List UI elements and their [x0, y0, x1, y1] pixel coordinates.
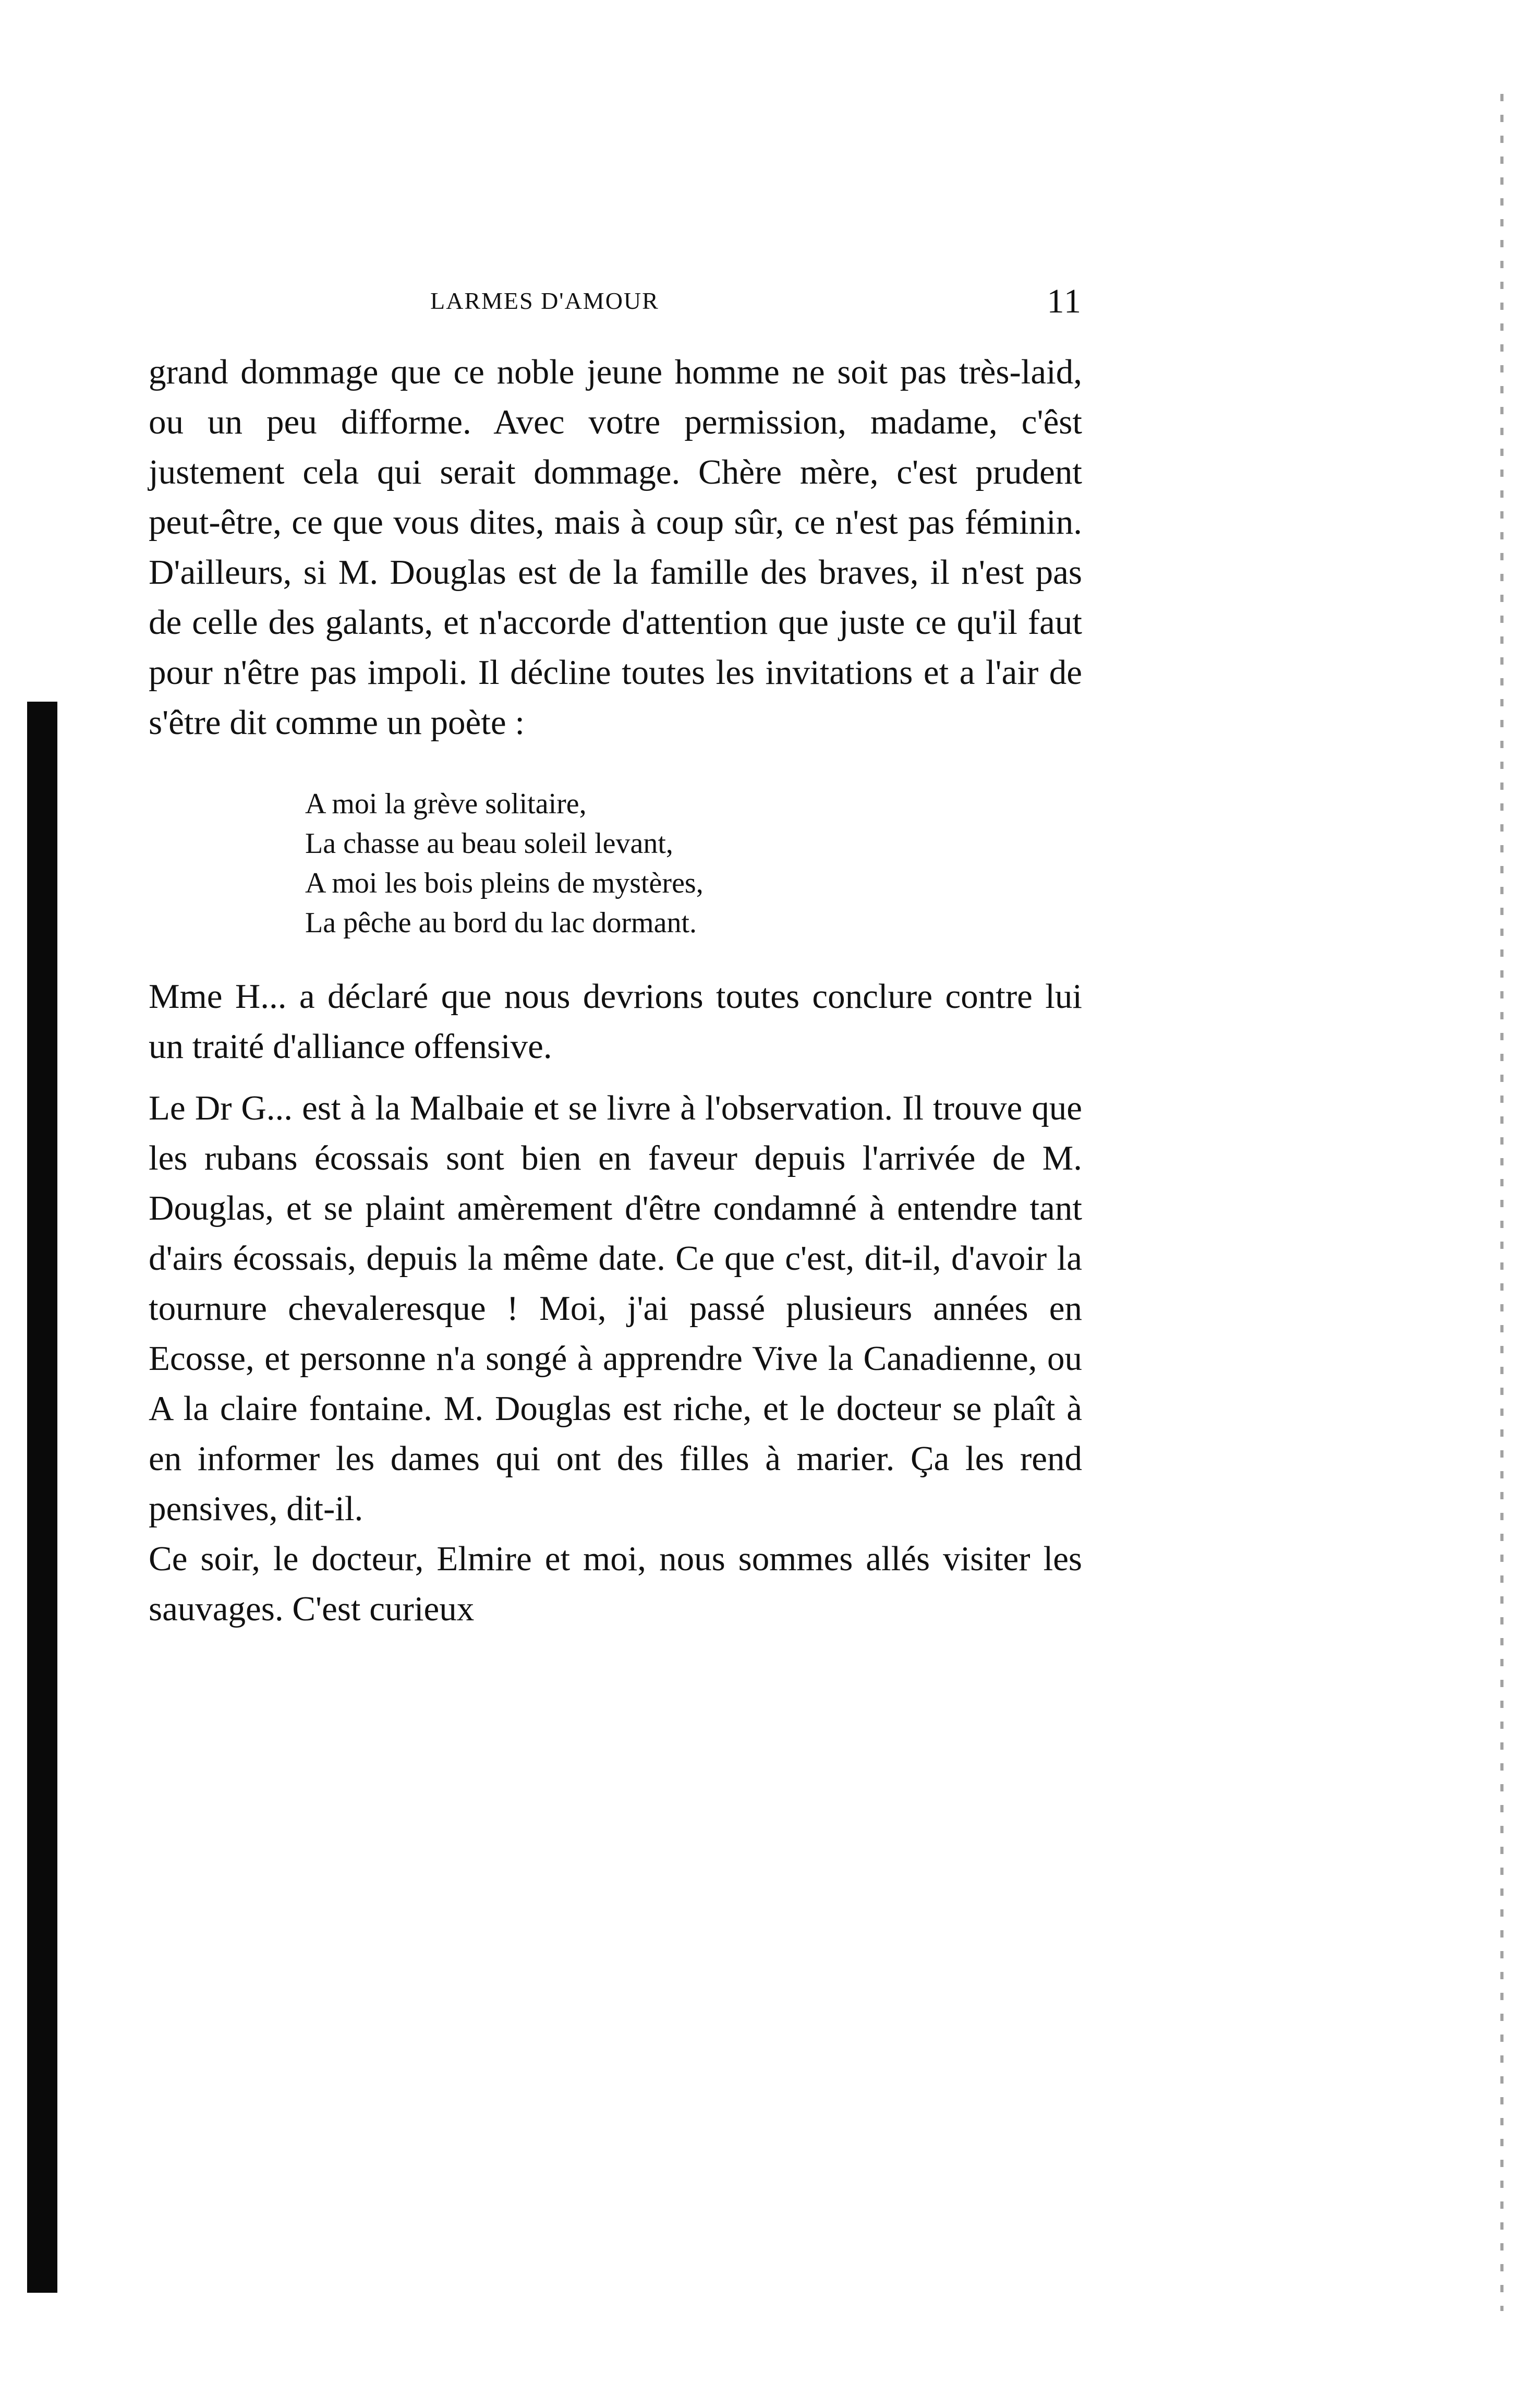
book-page	[149, 276, 1082, 1634]
verse-line: A moi la grève solitaire,	[305, 788, 587, 820]
paragraph: grand dommage que ce noble jeune homme ne soit pas très-laid, ou un peu difforme. Avec votre permission, madame, c'êst justement cela qui serait dommage. Chère mère, c'est prudent peut-être, ce que vous dites, mais à coup sûr, ce n'est pas féminin. D'ailleurs, si M. Douglas est de la famille des braves, il n'est pas de celle des galants, et n'accorde d'attention que juste ce qu'il faut pour n'être pas impoli. Il décline toutes les invitations et a l'air de s'être dit comme un poète :	[149, 353, 1082, 742]
paragraph: Mme H... a déclaré que nous devrions toutes conclure contre lui un traité d'alliance offensive.	[149, 977, 1082, 1066]
paragraph: Le Dr G... est à la Malbaie et se livre à l'observation. Il trouve que les rubans écossais sont bien en faveur depuis l'arrivée de M. Douglas, et se plaint amèrement d'être condamné à entendre tant d'airs écossais, depuis la même date. Ce que c'est, dit-il, d'avoir la tournure chevaleresque ! Moi, j'ai passé plusieurs années en Ecosse, et personne n'a songé à apprendre Vive la Canadienne, ou A la claire fontaine. M. Douglas est riche, et le docteur se plaît à en informer les dames qui ont des filles à marier. Ça les rend pensives, dit-il.	[149, 1089, 1082, 1528]
verse-line: La pêche au bord du lac dormant.	[305, 907, 697, 939]
verse-line: La chasse au beau soleil levant,	[305, 827, 673, 860]
verse-block	[305, 784, 1082, 943]
running-head	[149, 276, 1082, 318]
scan-right-edge	[1500, 94, 1503, 2311]
scan-margin-bar	[27, 702, 57, 2293]
page-number: 11	[1047, 282, 1082, 320]
paragraph: Ce soir, le docteur, Elmire et moi, nous sommes allés visiter les sauvages. C'est curieux	[149, 1539, 1082, 1628]
verse-line: A moi les bois pleins de mystères,	[305, 867, 704, 899]
running-title: LARMES D'AMOUR	[430, 287, 659, 314]
